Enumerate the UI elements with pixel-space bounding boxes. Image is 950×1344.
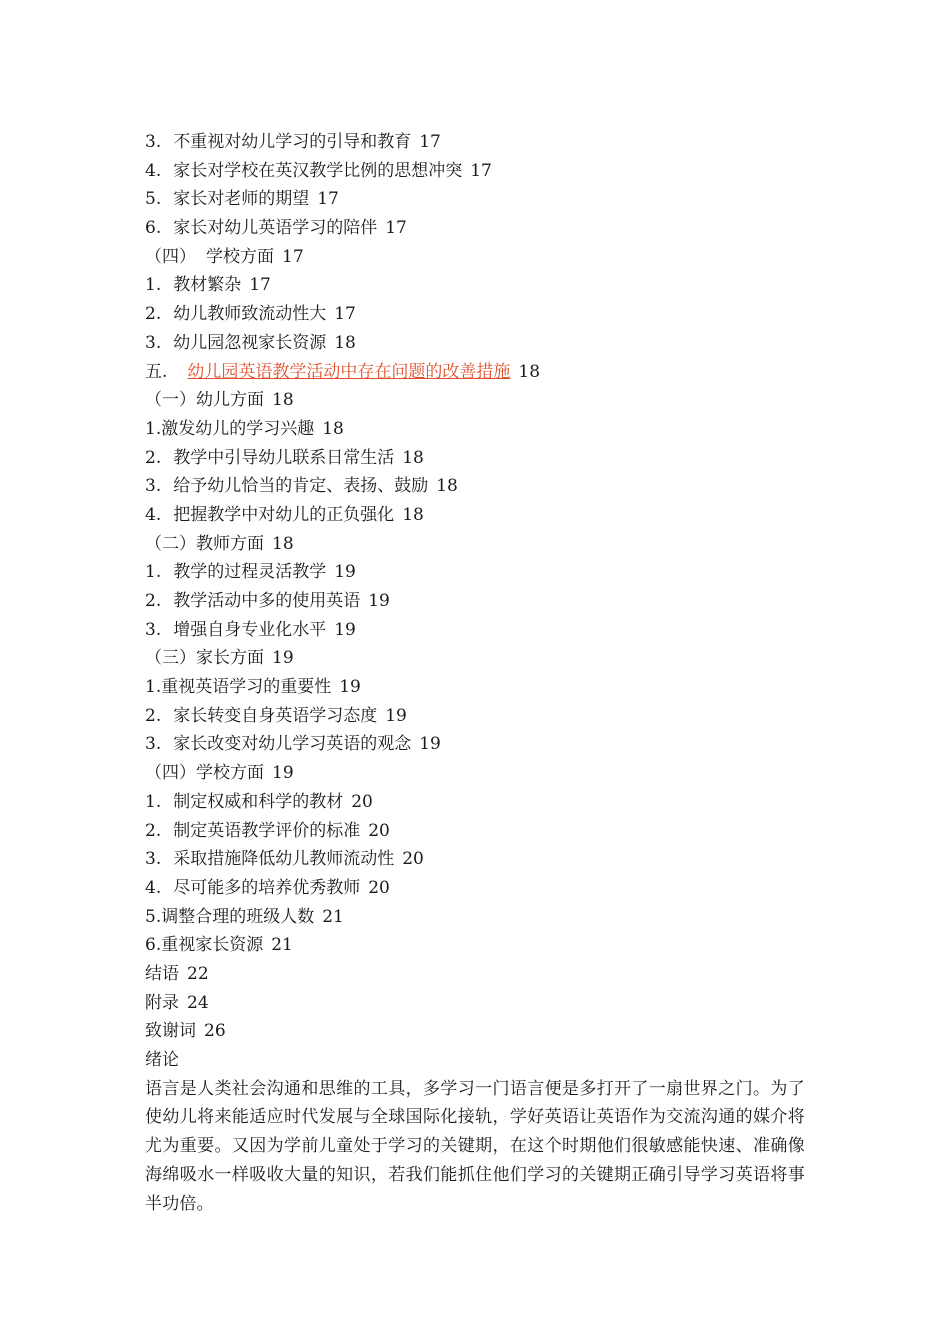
toc-entry-title: 教学的过程灵活教学 xyxy=(173,562,327,583)
toc-entry-page: 26 xyxy=(204,1021,226,1042)
document-page xyxy=(145,128,805,1218)
toc-entry-number: 2. xyxy=(145,820,162,841)
toc-entry-number: （四） xyxy=(145,763,196,784)
toc-entry-title: 家长对幼儿英语学习的陪伴 xyxy=(173,218,378,239)
toc-entry xyxy=(145,931,805,960)
toc-entry-page: 17 xyxy=(249,275,271,296)
toc-entry-title: 不重视对幼儿学习的引导和教育 xyxy=(173,132,412,152)
toc-entry-title: 激发幼儿的学习兴趣 xyxy=(161,418,315,439)
toc-entry xyxy=(145,817,805,846)
toc-entry-number: 4. xyxy=(145,504,162,525)
toc-entry-page: 18 xyxy=(402,447,424,468)
toc-entry-page: 18 xyxy=(402,504,424,525)
toc-entry xyxy=(145,759,805,788)
toc-entry xyxy=(145,530,805,559)
toc-entry-number: 2. xyxy=(145,447,162,468)
toc-entry-title: 采取措施降低幼儿教师流动性 xyxy=(173,849,395,870)
toc-entry-page: 19 xyxy=(385,705,407,726)
toc-entry[interactable] xyxy=(145,358,805,387)
toc-entry-page: 24 xyxy=(187,992,209,1013)
toc-entry-title: 学校方面 xyxy=(206,246,274,267)
toc-entry-number: 五. xyxy=(145,361,168,382)
toc-entry-page: 19 xyxy=(419,734,441,755)
toc-entry-number: 1. xyxy=(145,418,162,439)
toc-entry-title: 结语 xyxy=(145,963,179,984)
toc-entry xyxy=(145,558,805,587)
toc-entry-number: 5. xyxy=(145,189,162,210)
toc-entry-number: 2. xyxy=(145,591,162,611)
toc-entry-title: 幼儿园忽视家长资源 xyxy=(173,332,327,353)
toc-entry-link[interactable]: 幼儿园英语教学活动中存在问题的改善措施 xyxy=(187,361,511,382)
toc-entry xyxy=(145,644,805,673)
toc-entry-title: 附录 xyxy=(145,992,179,1013)
toc-entry-number: 3. xyxy=(145,619,162,640)
toc-entry xyxy=(145,243,805,272)
toc-entry-page: 17 xyxy=(282,246,304,267)
toc-entry-page: 19 xyxy=(272,648,294,669)
toc-entry-page: 17 xyxy=(317,189,339,210)
toc-entry xyxy=(145,214,805,243)
toc-entry xyxy=(145,386,805,415)
toc-entry-page: 17 xyxy=(470,160,492,181)
toc-entry-page: 20 xyxy=(351,791,373,812)
toc-entry-title: 调整合理的班级人数 xyxy=(161,906,315,927)
toc-entry-title: 幼儿方面 xyxy=(196,390,264,411)
toc-entry-page: 18 xyxy=(334,332,356,353)
toc-entry-page: 19 xyxy=(339,677,361,698)
toc-entry-title: 家长对老师的期望 xyxy=(173,189,310,210)
toc-entry-page: 19 xyxy=(334,619,356,640)
toc-entry-title: 把握教学中对幼儿的正负强化 xyxy=(173,504,395,525)
toc-entry xyxy=(145,444,805,473)
toc-entry-number: 1. xyxy=(145,791,162,812)
toc-entry-title: 教师方面 xyxy=(196,533,264,554)
toc-entry-number: （一） xyxy=(145,390,196,411)
toc-entry xyxy=(145,472,805,501)
toc-entry-title: 重视家长资源 xyxy=(161,935,264,956)
toc-entry-number: 3. xyxy=(145,332,162,353)
section-heading: 绪论 xyxy=(145,1050,179,1070)
toc-entry xyxy=(145,903,805,932)
toc-entry-page: 18 xyxy=(436,476,458,497)
toc-entry-number: 3. xyxy=(145,476,162,497)
toc-entry xyxy=(145,702,805,731)
toc-entry xyxy=(145,271,805,300)
toc-entry-page: 21 xyxy=(322,906,344,927)
toc-entry-number: 3. xyxy=(145,849,162,870)
table-of-contents xyxy=(145,128,805,1046)
toc-entry-number: 2. xyxy=(145,705,162,726)
toc-entry-number: 5. xyxy=(145,906,162,927)
toc-entry-page: 17 xyxy=(385,218,407,239)
toc-entry-page: 21 xyxy=(271,935,293,956)
toc-entry-page: 18 xyxy=(272,390,294,411)
toc-entry-page: 19 xyxy=(272,763,294,784)
toc-entry-number: 4. xyxy=(145,160,162,181)
toc-entry-page: 18 xyxy=(518,361,541,382)
toc-entry xyxy=(145,185,805,214)
toc-entry-number: （三） xyxy=(145,648,196,669)
toc-entry xyxy=(145,587,805,616)
toc-entry-title: 家长对学校在英汉教学比例的思想冲突 xyxy=(173,160,463,181)
toc-entry-title: 幼儿教师致流动性大 xyxy=(173,304,327,325)
toc-entry-title: 家长改变对幼儿学习英语的观念 xyxy=(173,734,412,755)
toc-entry-number: 4. xyxy=(145,877,162,898)
toc-entry-page: 18 xyxy=(322,418,344,439)
toc-entry-number: 3. xyxy=(145,734,162,755)
toc-entry xyxy=(145,730,805,759)
toc-entry-number: 1. xyxy=(145,677,162,698)
toc-entry-number: 6. xyxy=(145,218,162,239)
toc-entry-page: 20 xyxy=(402,849,424,870)
toc-entry-page: 18 xyxy=(272,533,294,554)
toc-entry xyxy=(145,300,805,329)
intro-paragraph: 语言是人类社会沟通和思维的工具，多学习一门语言便是多打开了一扇世界之门。为了使幼儿将来能适应时代发展与全球国际化接轨，学好英语让英语作为交流沟通的媒介将尤为重要。又因为学前儿童处于学习的关键期，在这个时期他们很敏感能快速、准确像海绵吸水一样吸收大量的知识，若我们能抓住他们学习的关键期正确引导学习英语将事半功倍。 xyxy=(145,1078,805,1214)
toc-entry-page: 17 xyxy=(419,132,441,152)
toc-entry-title: 增强自身专业化水平 xyxy=(173,619,327,640)
toc-entry xyxy=(145,329,805,358)
toc-entry-page: 19 xyxy=(368,591,390,611)
toc-entry-title: 家长转变自身英语学习态度 xyxy=(173,705,378,726)
toc-entry xyxy=(145,989,805,1018)
toc-entry-number: （四） xyxy=(145,246,196,267)
toc-entry-number: （二） xyxy=(145,533,196,554)
toc-entry-title: 制定英语教学评价的标准 xyxy=(173,820,361,841)
toc-entry-title: 教学活动中多的使用英语 xyxy=(173,591,361,611)
toc-entry xyxy=(145,1017,805,1046)
toc-entry-title: 致谢词 xyxy=(145,1021,196,1042)
toc-entry xyxy=(145,616,805,645)
toc-entry xyxy=(145,128,805,157)
toc-entry-title: 教学中引导幼儿联系日常生活 xyxy=(173,447,395,468)
toc-entry-title: 重视英语学习的重要性 xyxy=(161,677,332,698)
toc-entry-title: 家长方面 xyxy=(196,648,264,669)
toc-entry xyxy=(145,845,805,874)
toc-entry-number: 1. xyxy=(145,275,162,296)
toc-entry-number: 2. xyxy=(145,304,162,325)
toc-entry xyxy=(145,673,805,702)
toc-entry-number: 6. xyxy=(145,935,162,956)
toc-entry-title: 给予幼儿恰当的肯定、表扬、鼓励 xyxy=(173,476,429,497)
toc-entry-page: 20 xyxy=(368,820,390,841)
toc-entry-number: 1. xyxy=(145,562,162,583)
toc-entry-title: 制定权威和科学的教材 xyxy=(173,791,344,812)
toc-entry xyxy=(145,960,805,989)
toc-entry-title: 学校方面 xyxy=(196,763,264,784)
toc-entry-page: 19 xyxy=(334,562,356,583)
toc-entry-page: 22 xyxy=(187,963,209,984)
toc-entry-number: 3. xyxy=(145,132,162,152)
toc-entry-page: 20 xyxy=(368,877,390,898)
toc-entry xyxy=(145,874,805,903)
toc-entry xyxy=(145,788,805,817)
toc-entry xyxy=(145,157,805,186)
toc-entry xyxy=(145,501,805,530)
toc-entry xyxy=(145,415,805,444)
toc-entry-page: 17 xyxy=(334,304,356,325)
toc-entry-title: 教材繁杂 xyxy=(173,275,242,296)
toc-entry-title: 尽可能多的培养优秀教师 xyxy=(173,877,361,898)
